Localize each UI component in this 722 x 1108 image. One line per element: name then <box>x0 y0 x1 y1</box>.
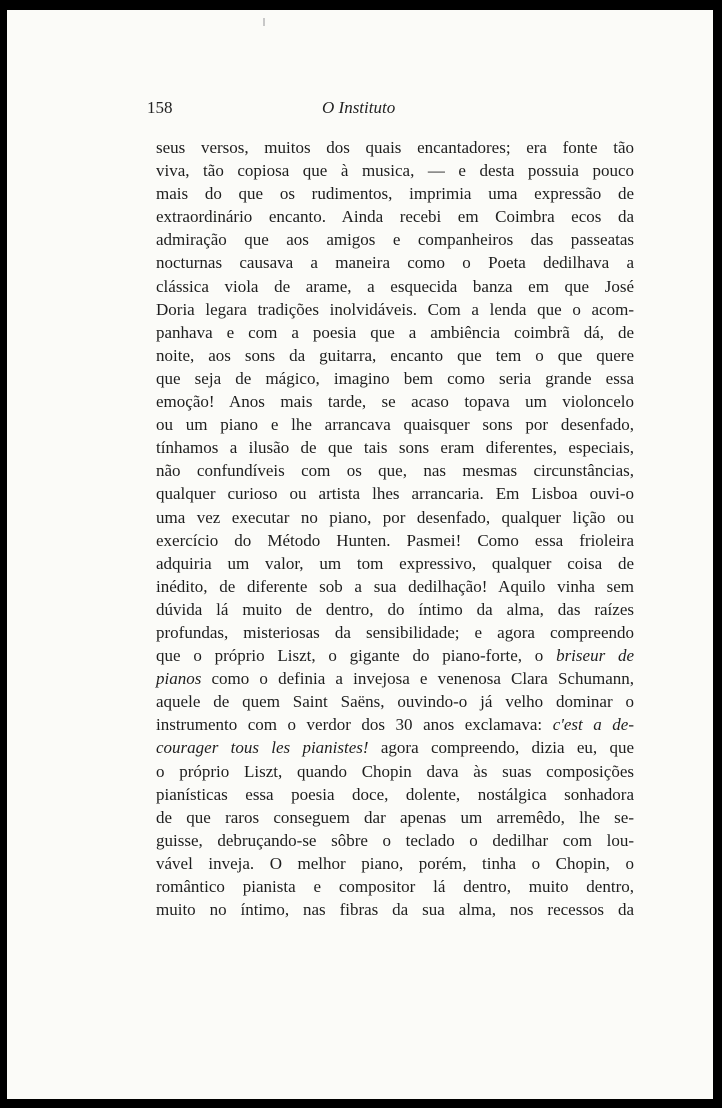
body-text <box>156 136 634 921</box>
text-line: dúvida lá muito de dentro, do íntimo da alma, das raízes <box>156 599 634 619</box>
text-line: tínhamos a ilusão de que tais sons eram diferentes, especiais, <box>156 438 634 458</box>
text-line: romântico pianista e compositor lá dentro, muito dentro, <box>156 877 634 896</box>
text-line: extraordinário encanto. Ainda recebi em Coimbra ecos da <box>156 207 634 227</box>
text-line: nocturnas causava a maneira como o Poeta dedilhava a <box>156 253 634 273</box>
text-line: emoção! Anos mais tarde, se acaso topava um violoncelo <box>156 392 634 412</box>
italic-phrase: courager tous les pianistes! <box>156 738 369 758</box>
text-line: ou um piano e lhe arrancava quaisquer sons por desenfado, <box>156 415 634 435</box>
italic-phrase: briseur de <box>556 646 634 666</box>
text-line: guisse, debruçando-se sôbre o teclado o dedilhar com lou- <box>156 830 634 850</box>
text-line: inédito, de diferente sob a sua dedilhação! Aquilo vinha sem <box>156 576 634 596</box>
text-line: seus versos, muitos dos quais encantadores; era fonte tão <box>156 138 634 157</box>
text-line: viva, tão copiosa que à musica, — e desta possuia pouco <box>156 161 634 181</box>
text-line: admiração que aos amigos e companheiros das passeatas <box>156 230 634 250</box>
text-line: clássica viola de arame, a esquecida banza em que José <box>156 276 634 296</box>
text-line: de que raros conseguem dar apenas um arremêdo, lhe se- <box>156 807 634 827</box>
italic-phrase: pianos <box>156 669 202 689</box>
text-line: noite, aos sons da guitarra, encanto que tem o que quere <box>156 345 634 365</box>
text-line: aquele de quem Saint Saëns, ouvindo-o já velho dominar o <box>156 692 634 712</box>
text-line: que o próprio Liszt, o gigante do piano-forte, o briseur de <box>156 646 634 666</box>
text-line: adquiria um valor, um tom expressivo, qualquer coisa de <box>156 553 634 573</box>
text-line: não confundíveis com os que, nas mesmas circunstâncias, <box>156 461 634 481</box>
text-line: courager tous les pianistes! agora compreendo, dizia eu, que <box>156 738 635 758</box>
text-line: Doria legara tradições inolvidáveis. Com a lenda que o acom- <box>156 299 634 319</box>
text-line: muito no íntimo, nas fibras da sua alma, nos recessos da <box>156 900 634 920</box>
running-head <box>147 98 633 120</box>
text-line: panhava e com a poesia que a ambiência coimbrã dá, de <box>156 322 634 342</box>
italic-phrase: c'est a de- <box>552 715 634 735</box>
text-line: qualquer curioso ou artista lhes arrancaria. Em Lisboa ouvi-o <box>156 484 634 504</box>
text-line: uma vez executar no piano, por desenfado, qualquer lição ou <box>156 507 634 527</box>
print-speck <box>263 18 265 26</box>
text-line: mais do que os rudimentos, imprimia uma expressão de <box>156 184 634 204</box>
text-line: exercício do Método Hunten. Pasmei! Como essa frioleira <box>156 530 634 550</box>
text-line: pianos como o definia a invejosa e venenosa Clara Schumann, <box>156 669 634 689</box>
text-line: profundas, misteriosas da sensibilidade; e agora compreendo <box>156 622 634 642</box>
text-line: pianísticas essa poesia doce, dolente, nostálgica sonhadora <box>156 784 634 804</box>
text-line: o próprio Liszt, quando Chopin dava às suas composições <box>156 761 634 781</box>
page-number: 158 <box>147 98 173 117</box>
text-line: vável inveja. O melhor piano, porém, tinha o Chopin, o <box>156 853 634 873</box>
text-line: instrumento com o verdor dos 30 anos exclamava: c'est a de- <box>156 715 634 735</box>
text-line: que seja de mágico, imagino bem como seria grande essa <box>156 368 634 388</box>
running-title: O Instituto <box>322 98 396 117</box>
book-page <box>7 10 713 1099</box>
